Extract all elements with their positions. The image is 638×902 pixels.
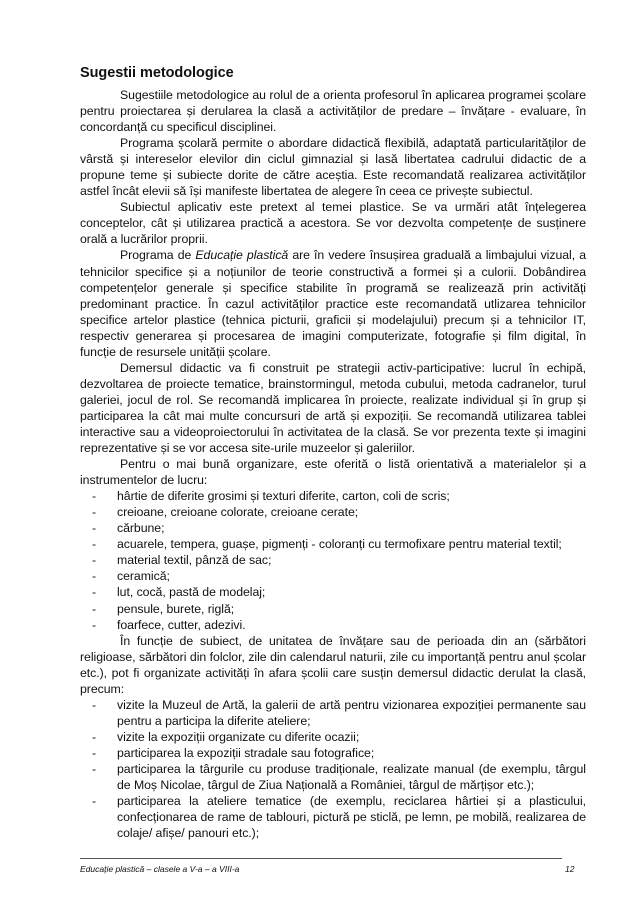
paragraph-subiect-aplicativ: Subiectul aplicativ este pretext al temei plastice. Se va urmări atât înțelegerea conceptelor, cât și utilizarea practică a acestora. Se vor dezvolta competențe de susținere orală a lucrărilor proprii.: [80, 200, 586, 247]
list-item: [92, 504, 586, 520]
paragraph-activitati-extrascolare: În funcție de subiect, de unitatea de învățare sau de perioada din an (sărbători religioase, sărbători din folclor, zile din calendarul naturii, zile cu importanță pentru anul școlar etc.), pot fi organizate activități în afara școlii care susțin demersul didactic derulat la clasă, precum:: [80, 633, 586, 696]
list-item: [92, 536, 586, 552]
list-item: [92, 761, 586, 793]
section-heading: Sugestii metodologice: [80, 65, 234, 81]
list-item: [92, 601, 586, 617]
dash-bullet: -: [92, 761, 97, 776]
paragraph-organizare: Pentru o mai bună organizare, este oferită o listă orientativă a materialelor și a instrumentelor de lucru:: [80, 457, 586, 488]
footer-divider: [80, 858, 562, 859]
dash-bullet: -: [92, 569, 97, 584]
list-item-text: ceramică;: [117, 569, 170, 584]
dash-bullet: -: [92, 697, 97, 712]
list-item-text: vizite la expoziții organizate cu diferite ocazii;: [117, 729, 360, 744]
p4-before: Programa de: [120, 248, 196, 263]
list-item-text: lut, cocă, pastă de modelaj;: [117, 585, 266, 600]
list-item: [92, 488, 586, 504]
p4-after: are în vedere însușirea graduală a limbajului vizual, a tehnicilor specifice și a noțiunilor de teorie constructivă a formei și a culorii. Dobândirea competențelor generale și specifice stabilite în programă se realizează prin activități predominant practice. În cazul activităților practice este recomandată utlizarea tehnicilor specifice artelor plastice (tehnica picturii, graficii și modelajului) precum și a tehnicilor IT, respectiv generarea și procesarea de imagini computerizate, fotografie și film digital, în funcție de resursele unității școlare.: [80, 248, 586, 359]
list-item-text: cărbune;: [117, 521, 165, 536]
paragraph-intro: Sugestiile metodologice au rolul de a orienta profesorul în aplicarea programei școlare pentru proiectarea și derularea la clasă a activităților de predare – învățare - evaluare, în concordanță cu specificul disciplinei.: [80, 88, 586, 135]
dash-bullet: -: [92, 489, 97, 504]
list-item-text: hârtie de diferite grosimi și texturi diferite, carton, coli de scris;: [117, 489, 450, 504]
list-item: [92, 520, 586, 536]
list-item: [92, 729, 586, 745]
dash-bullet: -: [92, 585, 97, 600]
list-item: [92, 697, 586, 729]
list-item-text: participarea la ateliere tematice (de exemplu, reciclarea hârtiei și a plasticului, confecționarea de rame de tablouri, pictură pe sticlă, pe lemn, pe mobilă, realizarea de colaje/ afișe/ panouri etc.);: [117, 794, 586, 841]
page-number: 12: [565, 864, 575, 874]
paragraph-programa-educatie: [80, 247, 586, 359]
p4-emphasis: Educație plastică: [195, 248, 289, 263]
dash-bullet: -: [92, 729, 97, 744]
list-item-text: acuarele, tempera, guașe, pigmenți - coloranți cu termofixare pentru material textil;: [117, 537, 562, 552]
paragraph-demers-didactic: Demersul didactic va fi construit pe strategii activ-participative: lucrul în echipă, dezvoltarea de proiecte tematice, brainstormingul, metoda cubului, metoda cadranelor, turul galeriei, jocul de rol. Se recomandă implicarea în proiecte, realizate individual și în grup și participarea la cât mai multe concursuri de artă și expoziții. Se recomandă utilizarea tablei interactive sau a videoproiectorului în activitatea de la clasă. Se vor prezenta texte și imagini reprezentative și se vor accesa site-urile muzeelor și galeriilor.: [80, 360, 586, 456]
dash-bullet: -: [92, 553, 97, 568]
dash-bullet: -: [92, 745, 97, 760]
list-item: [92, 793, 586, 841]
list-item: [92, 584, 586, 600]
list-item-text: foarfece, cutter, adezivi.: [117, 617, 246, 632]
dash-bullet: -: [92, 521, 97, 536]
list-item-text: participarea la târgurile cu produse tradiționale, realizate manual (de exemplu, târgul de Moș Nicolae, târgul de Ziua Națională a României, târgul de mărțișor etc.);: [117, 761, 586, 793]
list-item-text: participarea la expoziții stradale sau fotografice;: [117, 745, 375, 760]
list-item: [92, 617, 586, 633]
list-item: [92, 745, 586, 761]
list-item-text: pensule, burete, riglă;: [117, 601, 235, 616]
dash-bullet: -: [92, 601, 97, 616]
list-item-text: vizite la Muzeul de Artă, la galerii de artă pentru vizionarea expoziției permanente sau pentru a participa la diferite ateliere;: [117, 697, 586, 728]
list-item-text: creioane, creioane colorate, creioane cerate;: [117, 505, 359, 520]
dash-bullet: -: [92, 537, 97, 552]
document-body: [80, 64, 586, 841]
dash-bullet: -: [92, 617, 97, 632]
materials-list: [80, 488, 586, 632]
list-item: [92, 552, 586, 568]
list-item: [92, 568, 586, 584]
footer-title: Educație plastică – clasele a V-a – a VIII-a: [80, 864, 240, 874]
activities-list: [80, 697, 586, 841]
dash-bullet: -: [92, 794, 97, 809]
paragraph-programa-flexibila: Programa școlară permite o abordare didactică flexibilă, adaptată particularităților de vârstă și intereselor elevilor din ciclul gimnazial și lasă libertatea cadrului didactic de a propune teme și subiecte dorite de către aceștia. Este recomandată realizarea activităților astfel încât elevii să își manifeste libertatea de alegere în ceea ce privește subiectul.: [80, 136, 586, 199]
dash-bullet: -: [92, 505, 97, 520]
list-item-text: material textil, pânză de sac;: [117, 553, 272, 568]
